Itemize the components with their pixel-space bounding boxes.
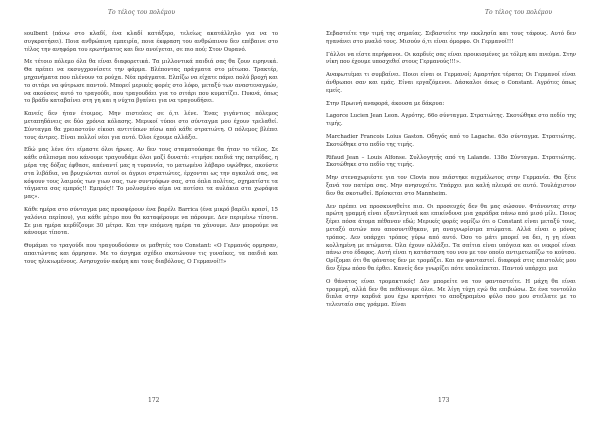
paragraph: Δεν πρέπει να προσκυνηθείτε πια. Οι προσευχές δεν θα μας σώσουν. Φτάνοντας στην πρώτη γραμμή είναι εξαντλητικά και επικίνδυνα μια χαράδρα πάνω από μισό μίλι. Ποιος ξέρει πόσα άτομα πέθαναν εδώ; Μερικές φορές νομίζω ότι ο Constant είναι μεταξύ τους, μεταξύ αυτών που αποσυντίθηκαν, μη αναγνωρίσιμα πτώματα. Αλλά είναι ο μόνος τρόπος. Δεν υπάρχει τρόπος γύρω από αυτό. Όσο το μάτι μπορεί να δει, η γη είναι κολλημένη με πτώματα. Όλα έχουν αλλάξει. Τα σπίτια είναι υπόγεια και οι νεκροί είναι πάνω στο έδαφος. Αυτή είναι η κατάσταση του νου με τον οποίο αντιμετωπίζω το κούτσο. Ορίζομαι ότι θα φάνατος δεν με τρομάζει. Και αν φανταστεί. διαφορά στις επιστολές μου δεν ξέρω πόσο θα έρθει. Κανείς δεν γνωρίζει πότε υπολείπεται. Παντού υπάρχει μια	[326, 203, 576, 272]
page-number: 172	[148, 397, 160, 404]
running-header: Το τέλος του πολέμου	[485, 9, 552, 16]
page-number: 173	[438, 397, 450, 404]
paragraph: Marchadier Francois Loius Gaston. Οδηγός από το Lagache. 63ο σύνταγμα. Στρατιώτης. Σκοτώθηκε στο πεδίο της τιμής.	[326, 133, 576, 148]
paragraph: Κανείς δεν ήταν έτοιμος. Μην πιστεύεις σε ό,τι λένε. Ένας γιγάντιος πόλεμος μεταπηδάνεις σε δύο χρόνια κόλασης. Μερικοί τύποι στο σύνταγμα μου έχουν τρελαθεί. Σύνταγμα θα χρειαστούν είκοσι αντιτύπων πίσω από κάθε στρατιώτη. Ο πόλεμος βλέπει τους άντρες. Είναι πολλοί νέοι για αυτό. Όλοι έχουμε αλλάξει.	[24, 111, 278, 141]
paragraph: Rifaud Jean – Louis Alfonse. Συλλογητής από τη Lalande. 138ο Σύνταγμα. Στρατιώτης. Σκοτώθηκε στο πεδίο της τιμής.	[326, 154, 576, 169]
paragraph: Σεβαστείτε την τιμή της σημαίας. Σεβαστείτε την εκκλησία και τους τάφους. Αυτό δεν ηγανάνει στο μυαλό τους. Μισούν ό,τι είναι όμορφο. Οι Γερμανοί!!!	[326, 31, 576, 45]
paragraph: Στην Πρωινή αναφορά, άκουσα με δάκρυα:	[326, 100, 445, 107]
paragraph: Αναφωτιέμαι τι συμβαίνει. Ποιοι είναι οι Γερμανοί; Αμαρτήσε τέρατα; Οι Γερμανοί είναι άνθρωποι σαν και εμάς. Είναι εργαζόμενοι. Δάσκαλοι όπως ο Constant. Αγρότες όπως εμείς.	[326, 72, 576, 94]
left-page-text	[24, 31, 278, 272]
paragraph: Με τέτοιο πόλεμο όλα θα είναι διαφορετικά. Τα μιλλοντικά παιδιά σας θα ζουν ειρηνικά. Θα πρέπει να εκσυγχρονίσετε την φάρμα. Βλέποντας πράγματα στο μέτωπο. Τρακτέρ, μηχανήματα που πλένουν τα ρούχα. Νέα πράγματα. Ελπίζω να είχατε πάρει πολύ βροχή και το σιτάρι να φύτρωσε παντού. Μπορεί μερικές φορές στο λόφο, μεταξύ των αναστεναγμών, να ακούσεις αυτό το τραγούδι, που τραγουδάει για το σιτάρι που κυματίζει. Πυκνά, όπως το βράδυ καταβαίνει στη γη και η νύχτα βγαίνει για να τραγουδήσει.	[24, 59, 278, 105]
paragraph: Θυμάμαι το τραγούδι που τραγουδούσαν οι μαθητές του Constant: «Ο Γερμανός ορμησαν, απαιτώντας και όρμησαν. Με το άσγημα σχέδιο σκοτώνουν τις γυναίκες, τα παιδιά και τους ηλικιωμένους. Ανησυχούν ακόμη και τους διαβόλους, Ο Γερμανοί!!»	[24, 243, 278, 265]
paragraph: Γάλλοι να είστε περήφανοι. Οι καρδιές σας είναι προικισμένες με τόλμη και πνεύμα. Στην νίκη που έχουμε υποσχεθεί στους Γερμανούς!!!».	[326, 51, 576, 66]
right-page	[300, 0, 600, 424]
paragraph: Εδώ μας λένε ότι είμαστε όλοι ήρωες. Αν δεν τους σταματούσαμε θα ήταν το τέλος. Σε κάθε σάλπισμα που κάνουμε τραγουδάμε όλοι μαζί δυνατά: «τιμήσε παιδιά της πατρίδας, η μέρα της δόξας έφθασε, απέναντί μας η τυραννία, το ματωμένο λάβαρο υψώθηκε, ακούστε στα λιβάδια, να βρυχιώνται αυτοί οι άγριοι στρατιώτες, έρχονται ως την αγκαλιά σας, να κόψουν τους λαιμούς των γιων σας, των συντρόφων σας, στα όπλα πολίτες, σχηματίστε τα τάγματα σας εμπρός!! Εμπρός!! Το μολυσμένο αίμα να ποτίσει τα αυλάκια στα χωράφια μας».	[24, 147, 278, 201]
running-header: Το τέλος του πολέμου	[108, 9, 175, 16]
paragraph: Lagorce Lucien Jean Leon. Αγρότης. 66ο σύνταγμα. Στρατιώτης. Σκοτώθηκε στο πεδίο της τιμής.	[326, 113, 576, 128]
right-page-text	[326, 31, 576, 315]
paragraph: soulbent (πάνω στο κλαδί, ένα κλαδί κατάξερο, τελείως ακατάλληλο για να το συγκρατήσει). Ποια ανθρώπινη εμπειρία, ποια έκφραση του ανθρώπινου δεν επέβαινε στο τέλος την ανηφόρα του ερωτήματος και δεν ανοίγεται, σε πιο πού; Στον Ουρανό.	[24, 31, 278, 53]
paragraph: Ο θάνατος είναι τρομακτικός! Δεν μπορείτε να τον φανταστείτε. Η μάχη θα είναι τρομερή, αλλά δεν θα πεθάνουμε όλοι. Με λίγη τύχη εγώ θα επιβιώσω. Σε ένα τοντούλο διπλα στην καρδιά μου έχω κρατήσει το αποξηραμένο φύλο που μου στείλατε με το τελευταίο σας γράμμα. Είναι	[326, 278, 576, 309]
paragraph: Μην στεναχωριέστε για τον Clovis που πιάστηκε αιχμάλωτος στην Γερμανία. Θα ξέτε ξανά τον πατέρα σας. Μην ανησυχείτε. Υπάρχει μια καλή πλευρά σε αυτό. Τουλάχιστον δεν θα σκοτωθεί. Βρίσκεται στο Mannheim.	[326, 175, 576, 197]
paragraph: Κάθε ημέρα στο σύνταγμα μας προσφέρουν ένα βαρέλι Barrica (ένα μικρό βαρέλι κρασί, 15 γαλόνια περίπου), για κάθε μέτρο που θα καταφέρουμε να πάρουμε. Δεν περιμένω τίποτα. Σε μια ημέρα κερδίζουμε 30 μέτρα. Και την επόμενη ημέρα τα χάνουμε. Δεν μπορούμε να κάνουμε τίποτα.	[24, 206, 278, 237]
